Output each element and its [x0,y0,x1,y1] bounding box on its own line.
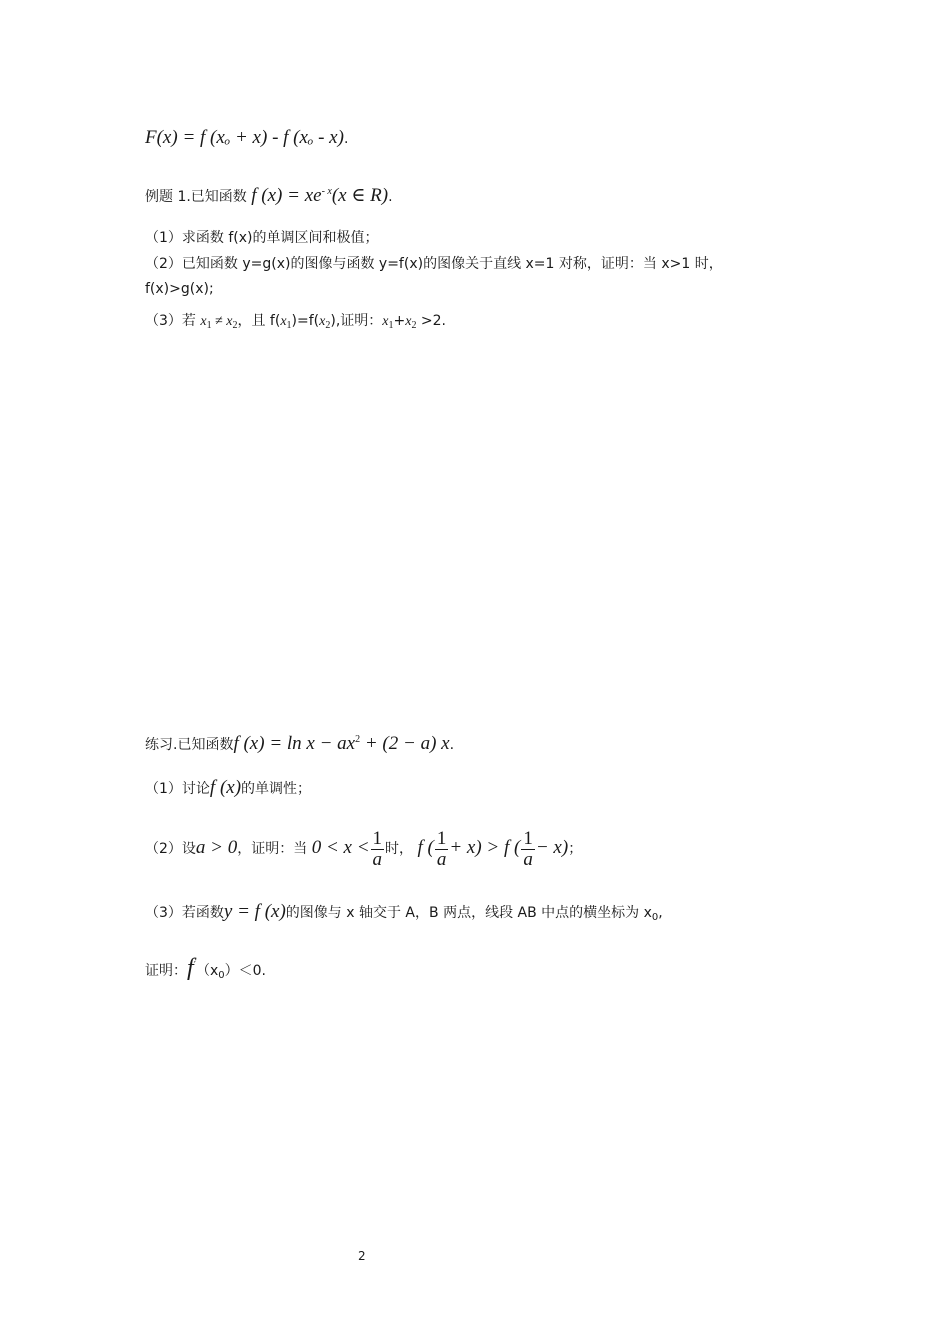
definition-line [145,128,348,149]
fraction-one-over-a [371,829,385,870]
example1-formula: f (x) = xe [251,185,322,206]
practice-formula: f (x) = ln x − ax [233,733,356,754]
numerator: 1 [436,827,447,849]
fraction-one-over-a [435,829,449,870]
subscript: 1 [206,320,212,331]
exponent: 2 [355,734,361,745]
inequality-left: 0 < x < [311,837,370,858]
example1-question-2: （2）已知函数 y=g(x)的图像与函数 y=f(x)的图像关于直线 x=1 对称，证明：当 x>1 时， [145,256,723,272]
q3-text: ，且 f( [237,313,281,329]
practice-heading [145,730,454,755]
var-x2: x [319,314,326,329]
plus-symbol: + [393,313,406,329]
plus-x-gt-f: + x) > f ( [449,837,521,858]
example1-question-1: （1）求函数 f(x)的单调区间和极值； [145,230,379,246]
denominator: a [436,848,447,870]
fraction-one-over-a [521,829,535,870]
q2-text: 时， [385,841,414,857]
prime-mark: ′ [193,960,196,971]
semicolon: ； [568,841,583,857]
q3-text: )=f( [291,313,320,329]
subscript: 1 [388,320,394,331]
function-f: f (x) [209,777,242,798]
example1-prefix: 例题 1.已知函数 [145,189,252,205]
denominator: a [523,848,533,870]
var-x1: x [200,314,207,329]
practice-formula-rest: + (2 − a) x [360,733,450,754]
q1-prefix: （1）讨论 [145,781,210,797]
var-x2: x [405,314,412,329]
numerator: 1 [372,827,383,849]
q2-prefix: （2）设 [145,841,196,857]
practice-question-1 [145,778,311,799]
exponent: - x [321,186,332,197]
function-y-eq-f: y = f (x) [223,901,286,922]
f-prime-symbol: f [187,955,194,981]
conclusion-text: （x [195,963,219,979]
q2-text: ，证明：当 [237,841,308,857]
q3-text: 的图像与 x 轴交于 A，B 两点，线段 AB 中点的横坐标为 x [285,905,652,921]
period: . [343,131,349,147]
q3-text: ),证明： [330,313,383,329]
numerator: 1 [523,827,533,849]
example1-heading [145,182,393,207]
practice-prefix: 练习.已知函数 [145,737,234,753]
practice-question-2 [145,826,582,871]
conclusion-end: ）＜0. [224,963,266,979]
period: . [388,189,393,205]
subscript: 2 [232,320,238,331]
q3-prefix: （3）若 [145,313,201,329]
f-open: f ( [417,837,434,858]
minus-x: − x) [535,837,569,858]
conclusion-prefix: 证明： [145,963,187,979]
var-x1: x [382,314,389,329]
subscript: 2 [325,320,331,331]
q3-end: >2. [416,313,446,329]
var-x1: x [280,314,287,329]
subscript: 1 [286,320,292,331]
var-x2: x [226,314,233,329]
period: . [449,737,455,753]
denominator: a [372,848,383,870]
example1-question-3 [145,311,446,336]
example1-question-2-cont: f(x)>g(x); [145,281,214,297]
definition-formula: F(x) = f (xₒ + x) - f (xₒ - x) [145,127,344,148]
subscript: 2 [411,320,417,331]
practice-question-3 [145,902,663,928]
subscript: 0 [651,912,659,923]
q3-prefix: （3）若函数 [145,905,224,921]
domain-formula: (x ∈ R) [331,185,389,206]
q1-text: 的单调性； [241,781,312,797]
neq-symbol: ≠ [211,314,227,329]
comma: , [658,905,663,921]
page-number: 2 [358,1249,366,1263]
practice-conclusion [145,956,266,986]
subscript: 0 [218,970,225,981]
condition-a-positive: a > 0 [195,837,238,858]
